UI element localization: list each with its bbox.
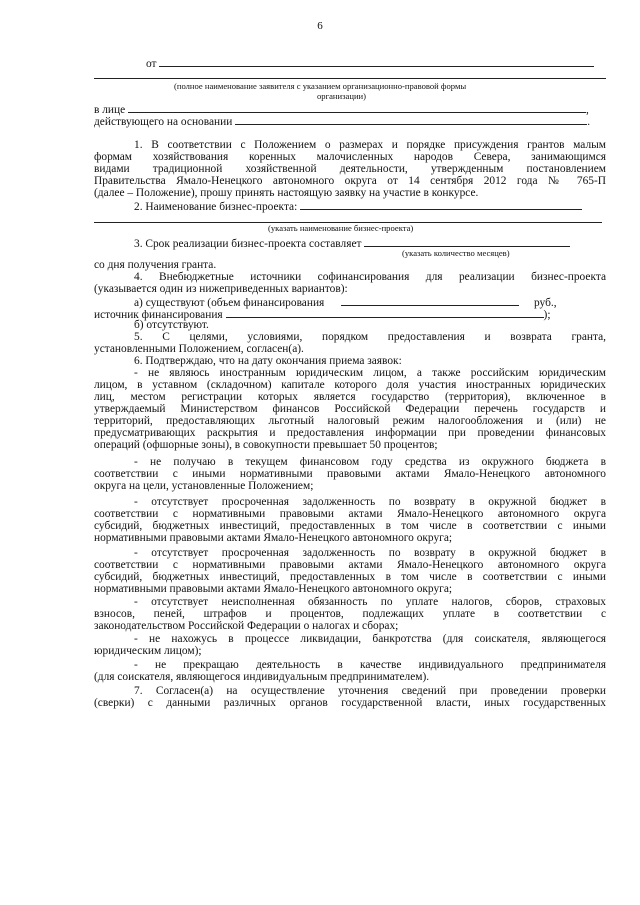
p6-b1-line-2: лицом, в уставном (складочном) капитале которого доля участия иностранных юридических bbox=[94, 379, 606, 391]
p6-b7-line-1: - не прекращаю деятельность в качестве индивидуального предпринимателя bbox=[134, 659, 606, 671]
p1-line-1: 1. В соответствии с Положением о размерах и порядке присуждения грантов малым bbox=[134, 139, 606, 151]
p4a-source-line: источник финансирования ); bbox=[94, 309, 551, 321]
p6-b3-line-1: - отсутствует просроченная задолженность по возврату в окружной бюджет в bbox=[134, 496, 606, 508]
p7-line-1: 7. Согласен(а) на осуществление уточнения сведений при проведении проверки bbox=[134, 685, 606, 697]
p1-line-5: (далее – Положение), прошу принять настоящую заявку на участие в конкурсе. bbox=[94, 187, 479, 199]
applicant-caption-2: организации) bbox=[317, 91, 366, 101]
p4a-unit: руб., bbox=[534, 297, 557, 309]
p2-caption: (указать наименование бизнес-проекта) bbox=[268, 223, 414, 233]
p3-caption: (указать количество месяцев) bbox=[402, 248, 510, 258]
p6-b4-line-1: - отсутствует просроченная задолженность по возврату в окружной бюджет в bbox=[134, 547, 606, 559]
basis-field[interactable] bbox=[235, 114, 587, 125]
p4b-line: б) отсутствуют. bbox=[134, 319, 209, 331]
person-label: в лице bbox=[94, 104, 126, 116]
applicant-name-field[interactable] bbox=[94, 78, 606, 79]
p2-line bbox=[134, 199, 606, 213]
p4-line-1: 4. Внебюджетные источники софинансирования для реализации бизнес-проекта bbox=[134, 271, 606, 283]
basis-label: действующего на основании bbox=[94, 116, 233, 128]
p1-line-3: видами традиционной хозяйственной деятельности, утвержденным постановлением bbox=[94, 163, 606, 175]
p4a-label: а) существуют (объем финансирования bbox=[134, 297, 325, 309]
from-line bbox=[146, 56, 606, 70]
p3-label: 3. Срок реализации бизнес-проекта составляет bbox=[134, 238, 362, 250]
p1-line-2: формам хозяйствования коренных малочисленных народов Севера, занимающимся bbox=[94, 151, 606, 163]
p6-b3-line-3: субсидий, бюджетных инвестиций, предоставленных в том числе в соответствии с иными bbox=[94, 520, 606, 532]
financing-source-field[interactable] bbox=[226, 307, 544, 318]
p2-label: 2. Наименование бизнес-проекта: bbox=[134, 201, 298, 213]
p6-b7-line-2: (для соискателя, являющегося индивидуальным предпринимателем). bbox=[94, 671, 430, 683]
p6-b5-line-2: взносов, пеней, штрафов и процентов, подлежащих уплате в соответствии с bbox=[94, 608, 606, 620]
from-field[interactable] bbox=[159, 56, 594, 67]
p6-b4-line-2: соответствии с нормативными правовыми актами Ямало-Ненецкого автономного округа bbox=[94, 559, 606, 571]
from-label: от bbox=[146, 58, 157, 70]
person-field[interactable] bbox=[128, 102, 586, 113]
page-number: 6 bbox=[317, 20, 323, 32]
applicant-caption-1: (полное наименование заявителя с указанием организационно-правовой формы bbox=[174, 81, 467, 91]
p6-b1-line-7: операций (офшорные зоны), в совокупности превышает 50 процентов; bbox=[94, 439, 438, 451]
p6-b5-line-1: - отсутствует неисполненная обязанность по уплате налогов, сборов, страховых bbox=[134, 596, 606, 608]
term-field[interactable] bbox=[364, 236, 570, 247]
p6-b6-line-1: - не нахожусь в процессе ликвидации, банкротства (для соискателя, являющегося bbox=[134, 633, 606, 645]
p5-line-2: установленными Положением, согласен(а). bbox=[94, 343, 304, 355]
person-line: в лице , bbox=[94, 104, 589, 116]
p6-b5-line-3: законодательством Российской Федерации о налогах и сборах; bbox=[94, 620, 399, 632]
financing-amount-field[interactable] bbox=[341, 295, 519, 306]
p6-b1-line-4: утверждаемый Министерством финансов Российской Федерации перечень государств и bbox=[94, 403, 606, 415]
p3-cont: со дня получения гранта. bbox=[94, 259, 217, 271]
p6-b1-line-3: лиц, местом регистрации которых является государство (территория), включенное в bbox=[94, 391, 606, 403]
basis-line: действующего на основании . bbox=[94, 116, 591, 128]
p3-line bbox=[134, 236, 606, 250]
p6-b1-line-1: - не являюсь иностранным юридическим лицом, а также российским юридическим bbox=[134, 367, 606, 379]
project-name-field[interactable] bbox=[300, 199, 582, 210]
p6-head: 6. Подтверждаю, что на дату окончания приема заявок: bbox=[134, 355, 402, 367]
p6-b2-line-1: - не получаю в текущем финансовом году средства из окружного бюджета в bbox=[134, 456, 606, 468]
p6-b6-line-2: юридическим лицом); bbox=[94, 645, 202, 657]
p6-b2-line-2: соответствии с иными нормативными правовыми актами Ямало-Ненецкого автономного bbox=[94, 468, 606, 480]
p4a-source-label: источник финансирования bbox=[94, 309, 223, 321]
p6-b4-line-4: нормативными правовыми актами Ямало-Ненецкого автономного округа; bbox=[94, 583, 453, 595]
p6-b2-line-3: округа на цели, установленные Положением; bbox=[94, 480, 314, 492]
p6-b4-line-3: субсидий, бюджетных инвестиций, предоставленных в том числе в соответствии с иными bbox=[94, 571, 606, 583]
p6-b1-line-5: территорий, предоставляющих льготный налоговый режим налогообложения и (или) не bbox=[94, 415, 606, 427]
p6-b3-line-2: соответствии с нормативными правовыми актами Ямало-Ненецкого автономного округа bbox=[94, 508, 606, 520]
p5-line-1: 5. С целями, условиями, порядком предоставления и возврата гранта, bbox=[134, 331, 606, 343]
p4-line-2: (указывается один из нижеприведенных вариантов): bbox=[94, 283, 348, 295]
p7-line-2: (сверки) с данными различных органов государственной власти, иных государственных bbox=[94, 697, 606, 709]
p1-line-4: Правительства Ямало-Ненецкого автономного округа от 14 сентября 2012 года № 765-П bbox=[94, 175, 606, 187]
p6-b1-line-6: предусматривающих раскрытия и предоставления информации при проведении финансовых bbox=[94, 427, 606, 439]
p6-b3-line-4: нормативными правовыми актами Ямало-Ненецкого автономного округа; bbox=[94, 532, 453, 544]
